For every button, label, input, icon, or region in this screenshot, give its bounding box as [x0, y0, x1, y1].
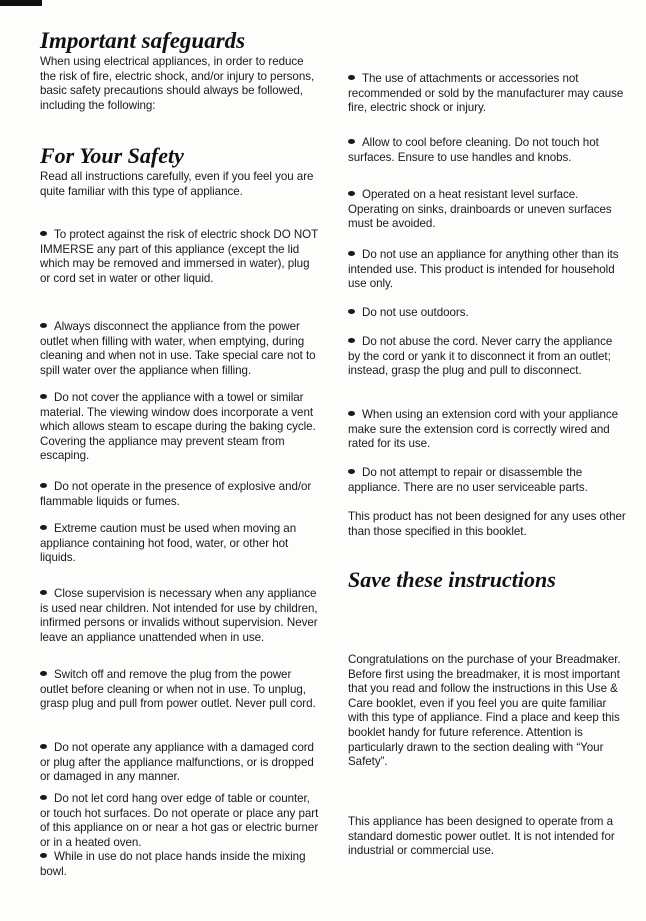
bullet-icon — [348, 309, 355, 314]
bullet-icon — [348, 191, 355, 196]
important-safeguards-heading: Important safeguards — [40, 28, 246, 53]
bullet-icon — [40, 671, 47, 676]
safety-item: Do not cover the appliance with a towel or similar material. The viewing window does incorporate a vent which allows steam to escape during the baking cycle. Covering the appliance may prevent steam from escaping. — [40, 391, 316, 463]
bullet-icon — [40, 744, 47, 749]
bullet-icon — [348, 75, 355, 80]
bullet-icon — [348, 411, 355, 416]
bullet-icon — [348, 251, 355, 256]
safety-item: Switch off and remove the plug from the power outlet before cleaning or when not in use. To unplug, grasp plug and pull from power outlet. Never pull cord. — [40, 668, 316, 711]
safety-item: Do not use an appliance for anything other than its intended use. This product is intended for household use only. — [348, 248, 619, 291]
safety-item: Allow to cool before cleaning. Do not touch hot surfaces. Ensure to use handles and knobs. — [348, 136, 599, 164]
bullet-icon — [348, 139, 355, 144]
safety-item: Close supervision is necessary when any appliance is used near children. Not intended for use by children, infirmed persons or invalids without supervision. Never leave an appliance unattended when in use. — [40, 587, 318, 644]
safety-item: Do not operate any appliance with a damaged cord or plug after the appliance malfunctions, or is dropped or damaged in any manner. — [40, 741, 314, 784]
safety-item: While in use do not place hands inside the mixing bowl. — [40, 850, 306, 878]
safety-item: When using an extension cord with your appliance make sure the extension cord is correctly wired and rated for its use. — [348, 408, 619, 451]
power-outlet-paragraph: This appliance has been designed to operate from a standard domestic power outlet. It is not intended for industrial or commercial use. — [348, 815, 615, 858]
congratulations-paragraph: Congratulations on the purchase of your Breadmaker. Before first using the breadmaker, it is most important that you read and follow the instructions in this Use & Care booklet, even if you feel you are quite familiar with this type of appliance. Find a place and keep this booklet handy for future reference. Attention is particularly drawn to the section dealing with “Your Safety”. — [348, 653, 621, 769]
bullet-icon — [40, 323, 47, 328]
safety-item: Do not use outdoors. — [348, 306, 626, 321]
for-your-safety-heading: For Your Safety — [40, 143, 184, 168]
safety-intro-paragraph: Read all instructions carefully, even if you feel you are quite familiar with this type of appliance. — [40, 170, 314, 198]
safety-item: To protect against the risk of electric shock DO NOT IMMERSE any part of this appliance (except the lid which may be removed and immersed in water), plug or cord set in water or other liquid. — [40, 228, 318, 285]
safety-item: The use of attachments or accessories not recommended or sold by the manufacturer may cause fire, electric shock or injury. — [348, 72, 624, 115]
bullet-icon — [348, 469, 355, 474]
safety-item: Operated on a heat resistant level surface. Operating on sinks, drainboards or uneven surfaces must be avoided. — [348, 188, 612, 231]
safety-item: Extreme caution must be used when moving an appliance containing hot food, water, or other hot liquids. — [40, 522, 297, 565]
safety-item: Do not abuse the cord. Never carry the appliance by the cord or yank it to disconnect it from an outlet; instead, grasp the plug and pull to disconnect. — [348, 335, 613, 378]
bullet-icon — [40, 795, 47, 800]
not-designed-paragraph: This product has not been designed for any uses other than those specified in this booklet. — [348, 510, 626, 538]
safety-item: Do not operate in the presence of explosive and/or flammable liquids or fumes. — [40, 480, 312, 508]
bullet-icon — [40, 853, 47, 858]
bullet-icon — [40, 231, 47, 236]
corner-mark — [0, 0, 42, 6]
safety-item: Do not attempt to repair or disassemble the appliance. There are no user serviceable parts. — [348, 466, 588, 494]
bullet-icon — [348, 338, 355, 343]
intro-paragraph: When using electrical appliances, in order to reduce the risk of fire, electric shock, and/or injury to persons, basic safety precautions should always be followed, including the following: — [40, 55, 315, 112]
safety-item: Do not let cord hang over edge of table or counter, or touch hot surfaces. Do not operate or place any part of this appliance on or near a hot gas or electric burner or in a heated oven. — [40, 792, 319, 849]
bullet-icon — [40, 525, 47, 530]
safety-item: Always disconnect the appliance from the power outlet when filling with water, when emptying, during cleaning and when not in use. Take special care not to spill water over the appliance when filling. — [40, 320, 316, 377]
save-instructions-heading: Save these instructions — [348, 567, 556, 592]
bullet-icon — [40, 394, 47, 399]
bullet-icon — [40, 483, 47, 488]
bullet-icon — [40, 590, 47, 595]
